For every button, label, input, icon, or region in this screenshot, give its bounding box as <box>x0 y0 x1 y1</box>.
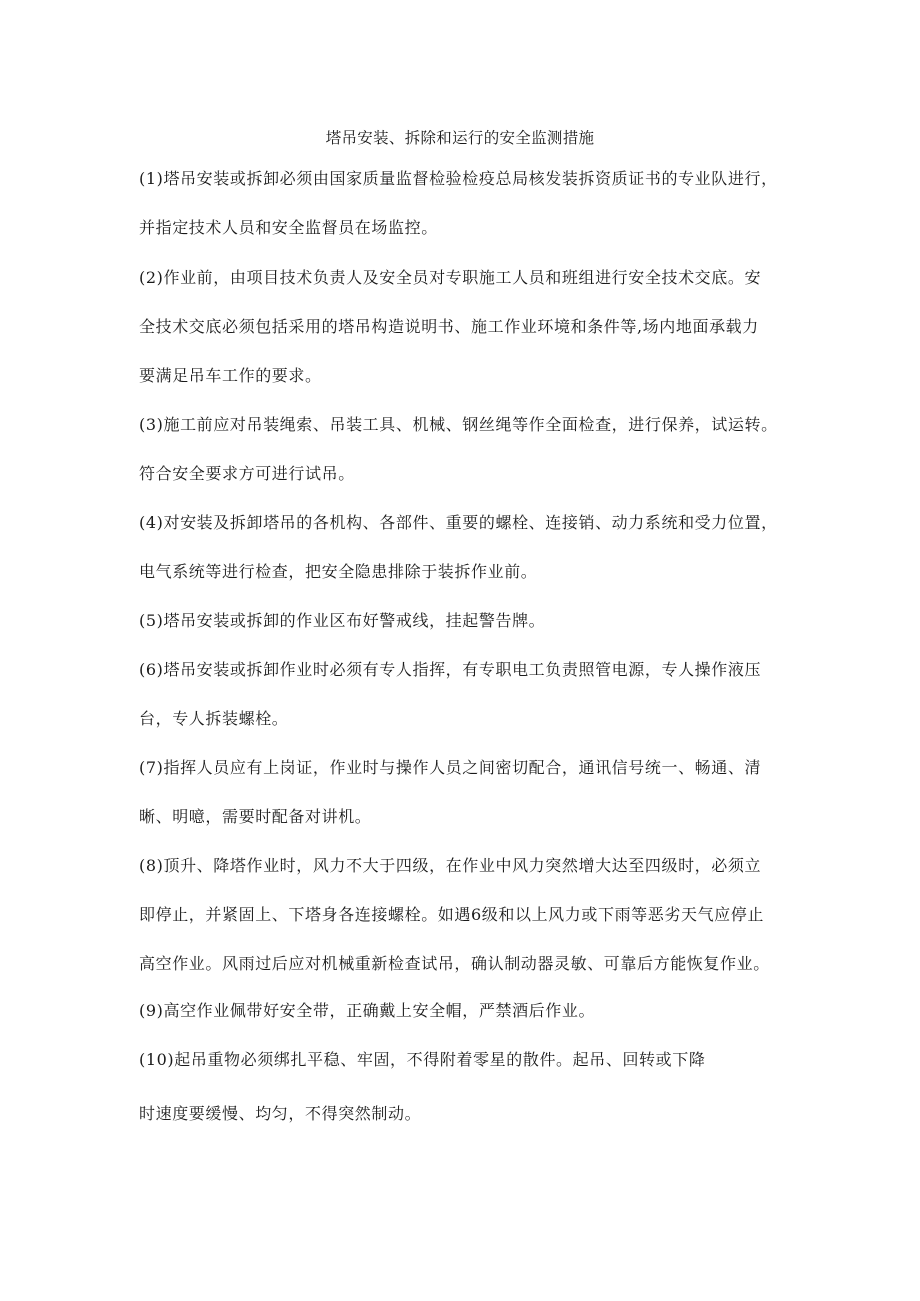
paragraph-7-line-2: 晰、明噫，需要时配备对讲机。 <box>139 807 372 826</box>
paragraph-2-line-1: (2)作业前，由项目技术负责人及安全员对专职施工人员和班组进行安全技术交底。安 <box>139 268 762 287</box>
paragraph-8-line-2: 即停止，并紧固上、下塔身各连接螺栓。如遇6级和以上风力或下雨等恶劣天气应停止 <box>139 905 764 924</box>
paragraph-5-line-1: (5)塔吊安装或拆卸的作业区布好警戒线，挂起警告牌。 <box>139 611 546 630</box>
paragraph-3-line-1: (3)施工前应对吊装绳索、吊装工具、机械、钢丝绳等作全面检查，进行保养，试运转。 <box>139 415 778 434</box>
paragraph-8-line-1: (8)顶升、降塔作业时，风力不大于四级，在作业中风力突然增大达至四级时，必须立 <box>139 856 762 875</box>
paragraph-9-line-1: (9)高空作业佩带好安全带，正确戴上安全帽，严禁酒后作业。 <box>139 1001 596 1020</box>
paragraph-4-line-2: 电气系统等进行检查，把安全隐患排除于装拆作业前。 <box>139 562 538 581</box>
paragraph-10-line-1: (10)起吊重物必须绑扎平稳、牢固，不得附着零星的散件。起吊、回转或下降 <box>139 1050 706 1069</box>
paragraph-6-line-1: (6)塔吊安装或拆卸作业时必须有专人指挥，有专职电工负责照管电源，专人操作液压 <box>139 660 762 679</box>
paragraph-3-line-2: 符合安全要求方可进行试吊。 <box>139 464 355 483</box>
paragraph-4-line-1: (4)对安装及拆卸塔吊的各机构、各部件、重要的螺栓、连接销、动力系统和受力位置， <box>139 513 778 532</box>
paragraph-6-line-2: 台，专人拆装螺栓。 <box>139 709 289 728</box>
paragraph-2-line-3: 要满足吊车工作的要求。 <box>139 366 322 385</box>
paragraph-8-line-3: 高空作业。风雨过后应对机械重新检查试吊，确认制动器灵敏、可靠后方能恢复作业。 <box>139 954 770 973</box>
paragraph-7-line-1: (7)指挥人员应有上岗证，作业时与操作人员之间密切配合，通讯信号统一、畅通、清 <box>139 758 762 777</box>
paragraph-1-line-2: 并指定技术人员和安全监督员在场监控。 <box>139 218 438 237</box>
document-title: 塔吊安装、拆除和运行的安全监测措施 <box>325 129 595 147</box>
paragraph-2-line-2: 全技术交底必须包括采用的塔吊构造说明书、施工作业环境和条件等,场内地面承载力 <box>139 317 759 336</box>
paragraph-1-line-1: (1)塔吊安装或拆卸必须由国家质量监督检验检疫总局核发装拆资质证书的专业队进行， <box>139 169 778 188</box>
paragraph-10-line-2: 时速度要缓慢、均匀，不得突然制动。 <box>139 1104 422 1123</box>
